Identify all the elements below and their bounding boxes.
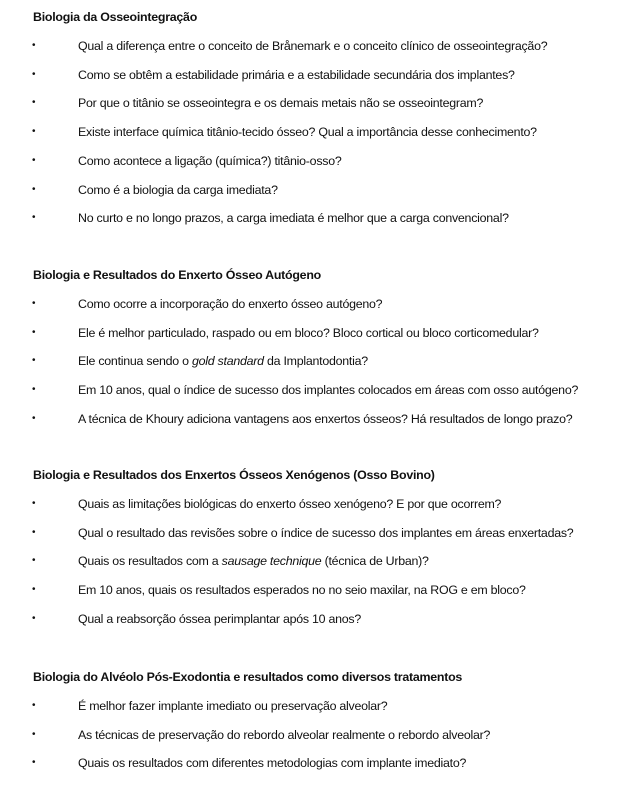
text-segment: Como é a biologia da carga imediata? <box>78 182 278 197</box>
list-item-text <box>78 296 382 312</box>
list-item <box>0 353 644 369</box>
bullet-icon: • <box>32 154 36 166</box>
text-segment: (técnica de Urban)? <box>321 554 429 569</box>
list-item <box>0 755 644 771</box>
list-item-text <box>78 611 361 627</box>
text-segment: É melhor fazer implante imediato ou preservação alveolar? <box>78 699 388 713</box>
section-heading: Biologia do Alvéolo Pós-Exodontia e resultados como diversos tratamentos <box>33 670 463 684</box>
bullet-icon: • <box>32 68 36 80</box>
list-item-text <box>78 353 368 369</box>
text-segment: Qual a diferença entre o conceito de Brånemark e o conceito clínico de osseointegração? <box>78 39 548 53</box>
text-segment: Existe interface química titânio-tecido ósseo? Qual a importância desse conhecimento? <box>78 125 537 140</box>
list-item <box>0 210 644 226</box>
text-segment: No curto e no longo prazos, a carga imediata é melhor que a carga convencional? <box>78 211 509 226</box>
list-item-text <box>78 382 578 398</box>
section-heading: Biologia e Resultados do Enxerto Ósseo Autógeno <box>33 268 321 282</box>
list-item-text <box>78 553 429 569</box>
list-item <box>0 382 644 398</box>
list-item <box>0 525 644 541</box>
list-item-text <box>78 755 466 771</box>
text-segment: Quais os resultados com diferentes metodologias com implante imediato? <box>78 756 467 771</box>
text-segment: Ele é melhor particulado, raspado ou em bloco? Bloco cortical ou bloco corticomedular? <box>78 325 539 340</box>
text-segment: Como se obtêm a estabilidade primária e a estabilidade secundária dos implantes? <box>78 67 515 82</box>
list-item <box>0 411 644 427</box>
bullet-icon: • <box>32 384 36 396</box>
list-item <box>0 611 644 627</box>
bullet-icon: • <box>32 584 36 596</box>
section-heading: Biologia da Osseointegração <box>33 10 198 24</box>
bullet-icon: • <box>32 555 36 567</box>
list-item <box>0 153 644 169</box>
italic-term: gold standard <box>191 354 264 369</box>
bullet-icon: • <box>32 757 36 769</box>
list-item <box>0 296 644 312</box>
bullet-icon: • <box>32 498 36 509</box>
bullet-icon: • <box>32 700 36 711</box>
list-item-text <box>78 124 537 140</box>
text-segment: Por que o titânio se osseointegra e os demais metais não se osseointegram? <box>78 96 484 111</box>
text-segment: Qual a reabsorção óssea perimplantar após 10 anos? <box>78 611 361 626</box>
list-item-text <box>78 496 501 512</box>
list-item-text <box>78 582 526 598</box>
list-item-text <box>78 325 539 341</box>
bullet-icon: • <box>32 97 36 109</box>
list-item-text <box>78 95 483 111</box>
bullet-icon: • <box>32 526 36 538</box>
text-segment: Como ocorre a incorporação do enxerto ósseo autógeno? <box>78 297 383 311</box>
list-item-text <box>78 153 342 169</box>
bullet-icon: • <box>32 355 36 367</box>
list-item <box>0 496 644 512</box>
list-item-text <box>78 67 515 83</box>
list-item-text <box>78 411 572 427</box>
bullet-icon: • <box>32 412 36 424</box>
bullet-icon: • <box>32 183 36 195</box>
text-segment: As técnicas de preservação do rebordo alveolar realmente o rebordo alveolar? <box>78 727 491 742</box>
list-item <box>0 182 644 198</box>
list-item <box>0 553 644 569</box>
list-item-text <box>78 182 278 198</box>
section-heading: Biologia e Resultados dos Enxertos Ósseos Xenógenos (Osso Bovino) <box>33 468 435 482</box>
text-segment: Em 10 anos, quais os resultados esperados no no seio maxilar, na ROG e em bloco? <box>78 583 526 598</box>
list-item <box>0 38 644 54</box>
text-segment: A técnica de Khoury adiciona vantagens aos enxertos ósseos? Há resultados de longo prazo? <box>78 411 573 426</box>
text-segment: Ele continua sendo o <box>78 354 192 369</box>
list-item <box>0 698 644 714</box>
list-item-text <box>78 727 490 743</box>
text-segment: Quais os resultados com a <box>78 554 222 569</box>
list-item <box>0 325 644 341</box>
list-item <box>0 727 644 743</box>
list-item-text <box>78 698 387 714</box>
list-item <box>0 67 644 83</box>
bullet-icon: • <box>32 326 36 338</box>
list-item-text <box>78 38 547 54</box>
list-item <box>0 95 644 111</box>
bullet-icon: • <box>32 126 36 138</box>
bullet-icon: • <box>32 298 36 309</box>
text-segment: Em 10 anos, qual o índice de sucesso dos implantes colocados em áreas com osso autógeno? <box>78 383 579 398</box>
list-item <box>0 582 644 598</box>
text-segment: Quais as limitações biológicas do enxerto ósseo xenógeno? E por que ocorrem? <box>78 497 502 511</box>
list-item <box>0 124 644 140</box>
bullet-icon: • <box>32 40 36 51</box>
list-item-text <box>78 210 509 226</box>
list-item-text <box>78 525 573 541</box>
bullet-icon: • <box>32 212 36 224</box>
bullet-icon: • <box>32 728 36 740</box>
text-segment: Qual o resultado das revisões sobre o índice de sucesso dos implantes em áreas enxertadas? <box>78 525 574 540</box>
text-segment: da Implantodontia? <box>263 354 368 369</box>
text-segment: Como acontece a ligação (química?) titânio-osso? <box>78 153 342 168</box>
bullet-icon: • <box>32 612 36 624</box>
italic-term: sausage technique <box>221 554 322 569</box>
